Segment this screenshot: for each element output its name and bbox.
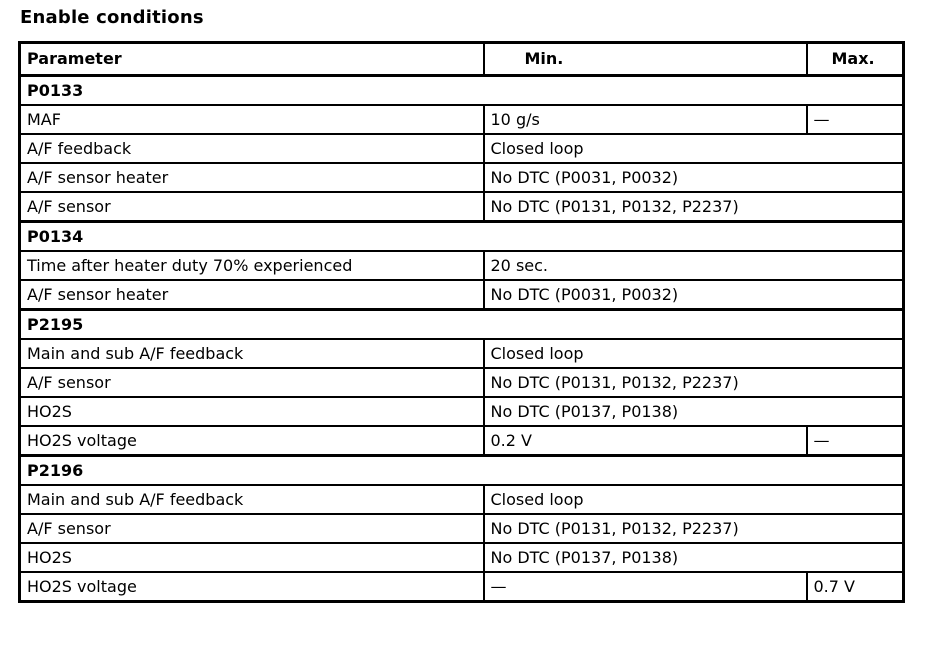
column-header-max: Max. (807, 43, 904, 76)
table-row (20, 105, 904, 134)
cell-min: No DTC (P0031, P0032) (484, 280, 904, 310)
cell-min: No DTC (P0137, P0138) (484, 543, 904, 572)
column-header-min: Min. (484, 43, 807, 76)
page-title: Enable conditions (20, 7, 204, 28)
column-header-parameter: Parameter (20, 43, 484, 76)
table-header (20, 43, 904, 76)
section-code: P2195 (20, 310, 904, 340)
table-row (20, 397, 904, 426)
enable-conditions-table (18, 41, 905, 603)
cell-min: No DTC (P0137, P0138) (484, 397, 904, 426)
cell-min: No DTC (P0131, P0132, P2237) (484, 192, 904, 222)
cell-min: 20 sec. (484, 251, 904, 280)
section-row (20, 456, 904, 486)
cell-min: — (484, 572, 807, 602)
cell-min: 0.2 V (484, 426, 807, 456)
table-row (20, 339, 904, 368)
cell-max: 0.7 V (807, 572, 904, 602)
cell-parameter: A/F sensor (20, 192, 484, 222)
cell-min: Closed loop (484, 134, 904, 163)
cell-parameter: MAF (20, 105, 484, 134)
table-row (20, 426, 904, 456)
cell-parameter: HO2S (20, 543, 484, 572)
cell-max: — (807, 426, 904, 456)
cell-min: Closed loop (484, 339, 904, 368)
cell-parameter: A/F sensor (20, 514, 484, 543)
cell-parameter: A/F sensor heater (20, 280, 484, 310)
section-row (20, 76, 904, 106)
table-row (20, 514, 904, 543)
cell-min: No DTC (P0131, P0132, P2237) (484, 368, 904, 397)
table-row (20, 543, 904, 572)
table-row (20, 572, 904, 602)
cell-parameter: Main and sub A/F feedback (20, 339, 484, 368)
cell-min: Closed loop (484, 485, 904, 514)
table-body (20, 76, 904, 602)
cell-parameter: A/F feedback (20, 134, 484, 163)
cell-min: 10 g/s (484, 105, 807, 134)
table-row (20, 485, 904, 514)
table-row (20, 368, 904, 397)
section-row (20, 310, 904, 340)
section-code: P0133 (20, 76, 904, 106)
cell-parameter: HO2S voltage (20, 572, 484, 602)
section-code: P2196 (20, 456, 904, 486)
table-row (20, 280, 904, 310)
table-row (20, 134, 904, 163)
cell-min: No DTC (P0131, P0132, P2237) (484, 514, 904, 543)
cell-parameter: A/F sensor (20, 368, 484, 397)
cell-parameter: A/F sensor heater (20, 163, 484, 192)
section-code: P0134 (20, 222, 904, 252)
cell-parameter: Main and sub A/F feedback (20, 485, 484, 514)
cell-max: — (807, 105, 904, 134)
cell-parameter: HO2S voltage (20, 426, 484, 456)
header-row (20, 43, 904, 76)
cell-min: No DTC (P0031, P0032) (484, 163, 904, 192)
section-row (20, 222, 904, 252)
cell-parameter: Time after heater duty 70% experienced (20, 251, 484, 280)
cell-parameter: HO2S (20, 397, 484, 426)
table-row (20, 163, 904, 192)
table-row (20, 251, 904, 280)
table-row (20, 192, 904, 222)
